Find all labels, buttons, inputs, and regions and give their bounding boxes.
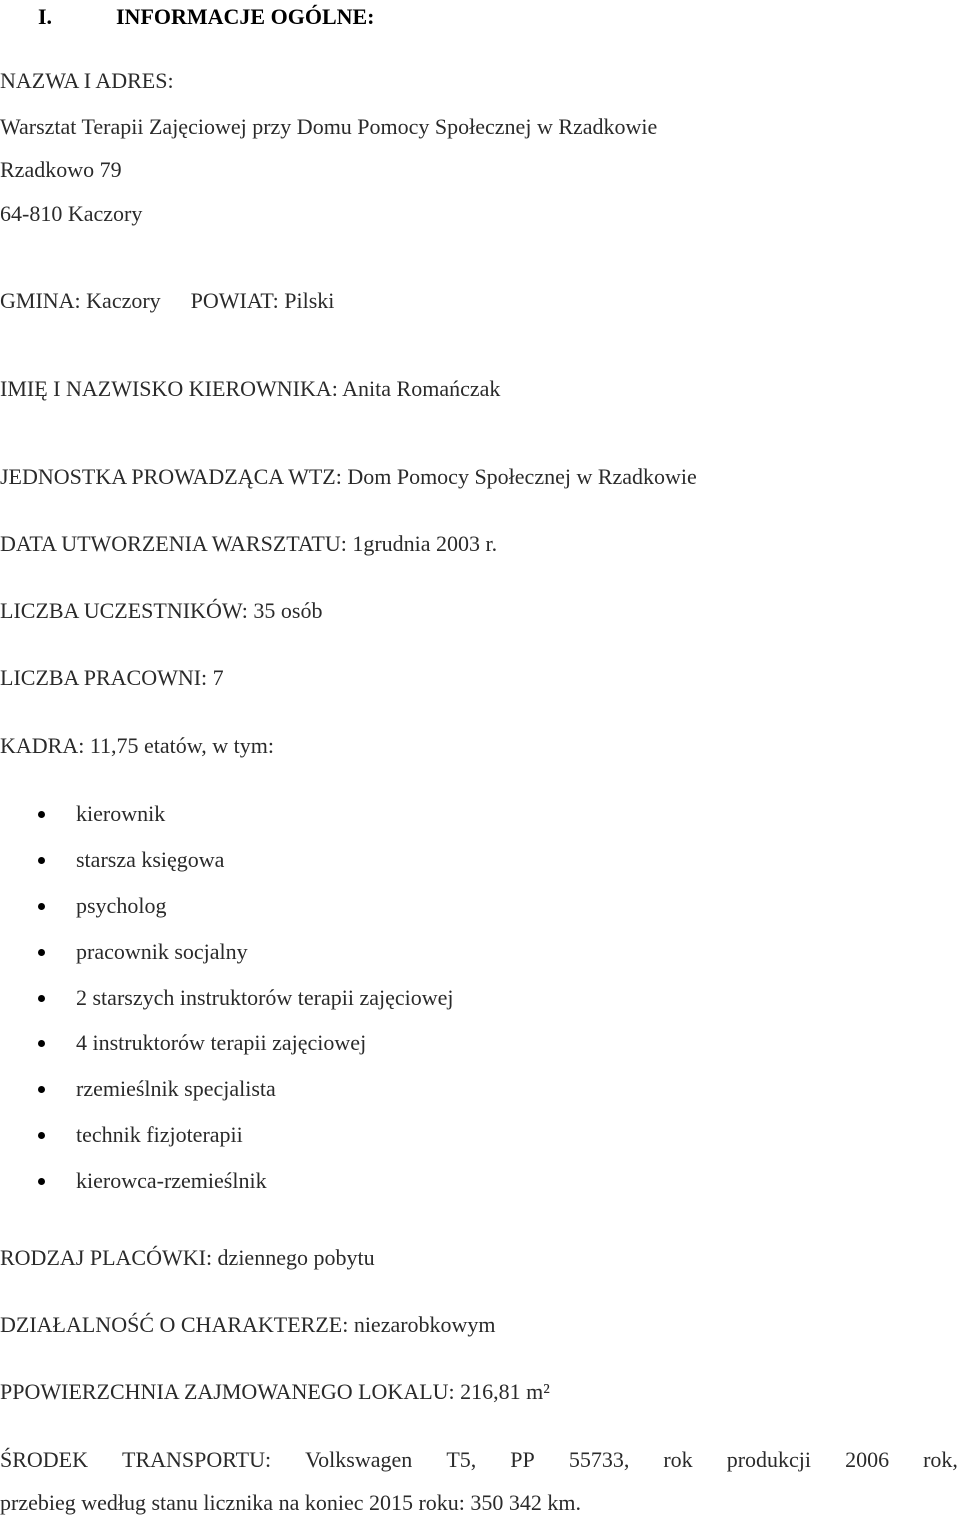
section-number: I. — [38, 4, 53, 29]
address-city: 64-810 Kaczory — [0, 201, 143, 226]
transport-word: ŚRODEK — [0, 1447, 89, 1472]
area-text: PPOWIERZCHNIA ZAJMOWANEGO LOKALU: 216,81 m² — [0, 1379, 550, 1404]
bullet-icon — [38, 903, 45, 910]
bullet-icon — [38, 1132, 45, 1139]
gmina-text: GMINA: Kaczory — [0, 288, 161, 313]
transport-word: PP — [510, 1447, 535, 1472]
activity-text: DZIAŁALNOŚĆ O CHARAKTERZE: niezarobkowym — [0, 1312, 496, 1337]
director-text: IMIĘ I NAZWISKO KIEROWNIKA: Anita Romańczak — [0, 376, 501, 401]
bullet-icon — [38, 857, 45, 864]
transport-word: rok — [663, 1447, 693, 1472]
transport-word: 2006 — [845, 1447, 890, 1472]
transport-word: rok, — [923, 1447, 958, 1472]
bullet-icon — [38, 1040, 45, 1047]
bullet-icon — [38, 811, 45, 818]
powiat-text: POWIAT: Pilski — [190, 288, 335, 313]
address-street: Rzadkowo 79 — [0, 157, 122, 182]
transport-word: T5, — [446, 1447, 477, 1472]
institution-name: Warsztat Terapii Zajęciowej przy Domu Pomocy Społecznej w Rzadkowie — [0, 114, 658, 139]
transport-word: TRANSPORTU: — [122, 1447, 272, 1472]
address-label: NAZWA I ADRES: — [0, 68, 174, 93]
bullet-icon — [38, 1086, 45, 1093]
created-date-text: DATA UTWORZENIA WARSZTATU: 1grudnia 2003 r. — [0, 531, 498, 556]
bullet-icon — [38, 995, 45, 1002]
bullet-icon — [38, 949, 45, 956]
staff-text: KADRA: 11,75 etatów, w tym: — [0, 733, 274, 758]
transport-line — [0, 1447, 958, 1473]
section-heading — [38, 4, 375, 30]
facility-type-text: RODZAJ PLACÓWKI: dziennego pobytu — [0, 1245, 375, 1270]
gmina-powiat-row — [0, 288, 334, 314]
mileage-text: przebieg według stanu licznika na koniec 2015 roku: 350 342 km. — [0, 1490, 582, 1515]
workshops-text: LICZBA PRACOWNI: 7 — [0, 665, 224, 690]
participants-text: LICZBA UCZESTNIKÓW: 35 osób — [0, 598, 323, 623]
transport-word: 55733, — [568, 1447, 630, 1472]
bullet-icon — [38, 1178, 45, 1185]
transport-word: produkcji — [726, 1447, 812, 1472]
section-title: INFORMACJE OGÓLNE: — [116, 4, 375, 29]
unit-text: JEDNOSTKA PROWADZĄCA WTZ: Dom Pomocy Społecznej w Rzadkowie — [0, 464, 697, 489]
transport-word: Volkswagen — [305, 1447, 413, 1472]
